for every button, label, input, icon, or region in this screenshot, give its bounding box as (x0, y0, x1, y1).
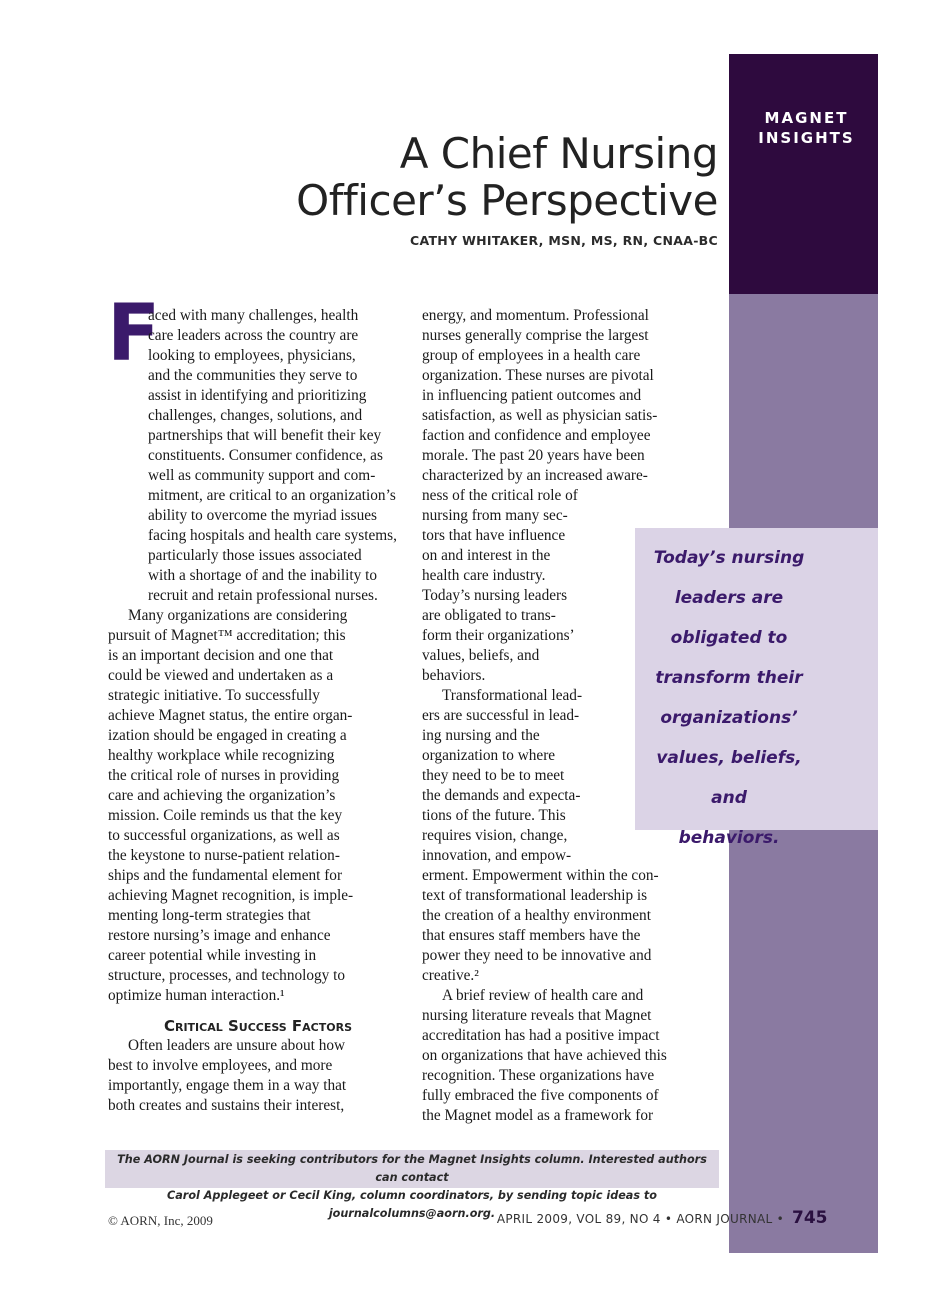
pull-quote: Today’s nursing leaders are obligated to transform their organizations’ values, beliefs, and behaviors. (653, 548, 805, 848)
paragraph: Many organizations are considering pursuit of Magnet™ accreditation; this is an important decision and one that could be viewed and undertaken as a strategic initiative. To successfully achieve Magnet status, the entire organ- ization should be engaged in creating a healthy workplace while recognizing the critical role of nurses in providing care and achieving the organization’s mission. Coile reminds us that the key to successful organizations, as well as the keystone to nurse-patient relation- ships and the fundamental element for achieving Magnet recognition, is imple- menting long-term strategies that restore nursing’s image and enhance career potential while investing in structure, processes, and technology to optimize human interaction.¹ (108, 607, 354, 1004)
subheading: Critical Success Factors (163, 1017, 353, 1035)
section-label: MAGNET INSIGHTS (758, 109, 855, 147)
page-number: 745 (792, 1208, 828, 1228)
paragraph: Transformational lead- ers are successful in lead- ing nursing and the organization to where they need to be to meet the demands and expecta- tions of the future. This requires vision, change, innovation, and empow- erment. Empowerment within the con- text of transformational leadership is the creation of a healthy environment that ensures staff members have the power they need to be innovative and creative.² (422, 687, 659, 984)
paragraph: Often leaders are unsure about how best to involve employees, and more importantly, engage them in a way that both creates and sustains their interest, (108, 1037, 347, 1114)
copyright: © AORN, Inc, 2009 (108, 1213, 213, 1228)
journal-citation (497, 1212, 784, 1226)
article-title: A Chief Nursing Officer’s Perspective (296, 129, 718, 225)
author-byline: CATHY WHITAKER, MSN, MS, RN, CNAA-BC (410, 233, 718, 248)
paragraph: A brief review of health care and nursing literature reveals that Magnet accreditation has had a positive impact on organizations that have achieved this recognition. These organizations have fully embraced the five components of the Magnet model as a framework for (422, 987, 667, 1124)
paragraph: aced with many challenges, health care leaders across the country are looking to employees, physicians, and the communities they serve to assist in identifying and prioritizing challenges, changes, solutions, and partnerships that will benefit their key constituents. Consumer confidence, as well as community support and com- mitment, are critical to an organization’s ability to overcome the myriad issues facing hospitals and health care systems, particularly those issues associated with a shortage of and the inability to recruit and retain professional nurses. (148, 307, 397, 604)
paragraph: energy, and momentum. Professional nurses generally comprise the largest group of employees in a health care organization. These nurses are pivotal in influencing patient outcomes and satisfaction, as well as physician satis- faction and confidence and employee morale. The past 20 years have been characterized by an increased aware- ness of the critical role of nursing from many sec- tors that have influence on and interest in the health care industry. Today’s nursing leaders are obligated to trans- form their organizations’ values, beliefs, and behaviors. (422, 307, 658, 684)
sidebar-header-block (729, 54, 878, 294)
drop-cap: F (107, 289, 161, 379)
contributors-banner-text: The AORN Journal is seeking contributors for the Magnet Insights column. Interested authors can contact Carol Applegeet or Cecil King, column coordinators, by sending topic ideas to journalcolumns@aorn.org. (117, 1153, 707, 1220)
left-column (108, 306, 408, 1116)
journal-citation-text: APRIL 2009, VOL 89, NO 4 • AORN JOURNAL • (496, 1212, 784, 1226)
